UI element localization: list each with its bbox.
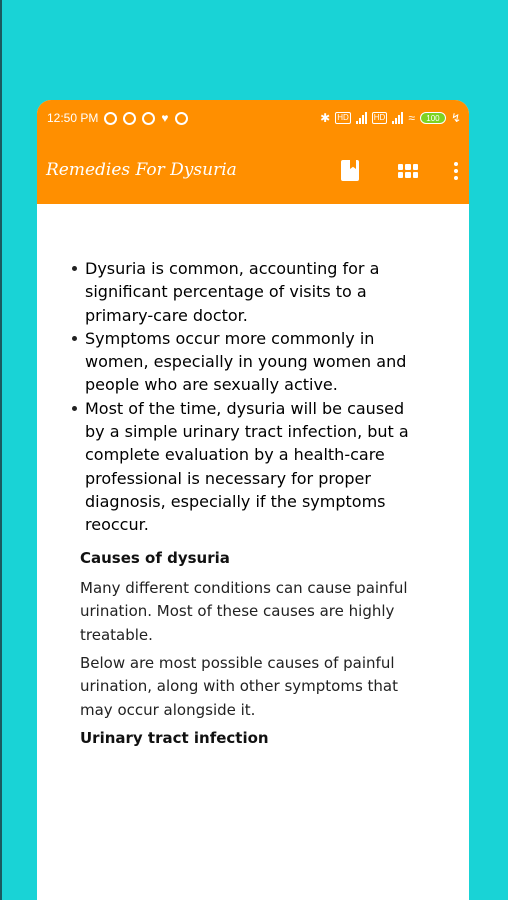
charging-icon: ↯ bbox=[450, 111, 461, 125]
battery-icon: 100 bbox=[420, 112, 446, 124]
list-item: Dysuria is common, accounting for a significant percentage of visits to a primary-care doctor. bbox=[85, 257, 415, 327]
heart-icon: ♥ bbox=[161, 111, 169, 125]
wifi-icon: ≈ bbox=[408, 111, 415, 125]
article-content bbox=[37, 100, 469, 900]
list-item: Symptoms occur more commonly in women, especially in young women and people who are sexually active. bbox=[85, 327, 415, 397]
status-time: 12:50 PM bbox=[47, 111, 99, 125]
section-heading: Causes of dysuria bbox=[80, 549, 230, 567]
network-tag: HD bbox=[337, 113, 349, 122]
section-heading: Urinary tract infection bbox=[80, 729, 269, 747]
paragraph: Many different conditions can cause painful urination. Most of these causes are highly treatable. bbox=[80, 579, 408, 644]
bullet-list bbox=[85, 257, 415, 537]
list-item: Most of the time, dysuria will be caused by a simple urinary tract infection, but a complete evaluation by a health-care professional is necessary for proper diagnosis, especially if the symptoms reoccur. bbox=[85, 397, 415, 537]
app-window bbox=[37, 100, 469, 900]
app-title: Remedies For Dysuria bbox=[46, 160, 237, 180]
bluetooth-icon: ✱ bbox=[320, 111, 331, 125]
paragraph: Below are most possible causes of painful urination, along with other symptoms that may occur alongside it. bbox=[80, 654, 399, 719]
network-tag: HD bbox=[373, 113, 386, 122]
screen-edge bbox=[0, 0, 2, 900]
